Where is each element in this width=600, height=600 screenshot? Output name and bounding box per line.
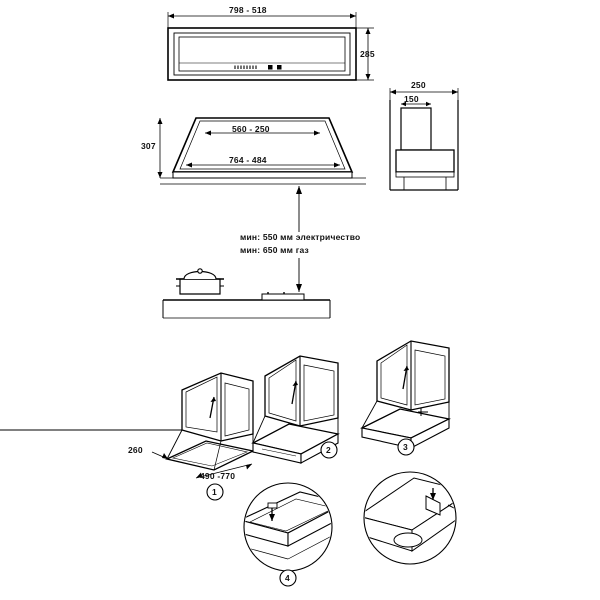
clearance-note-electric: мин: 550 мм электричество: [240, 232, 361, 242]
dimension-side-depth: 250: [411, 80, 426, 90]
dimension-front-bottom-width: 764 - 484: [229, 155, 267, 165]
dimension-cabinet-depth: 260: [128, 445, 143, 455]
dimension-top-width: 798 - 518: [229, 5, 267, 15]
dimension-top-height: 285: [360, 49, 375, 59]
dimension-front-top-width: 560 - 250: [232, 124, 270, 134]
dimension-cabinet-width: 490 -770: [200, 471, 236, 481]
top-view-drawing: [168, 12, 374, 80]
step-marker-1: 1: [212, 487, 217, 497]
detail-left-drawing: [240, 483, 345, 586]
dimension-side-inner: 150: [404, 94, 419, 104]
clearance-note-gas: мин: 650 мм газ: [240, 245, 309, 255]
step-marker-3: 3: [403, 442, 408, 452]
side-view-drawing: [390, 88, 458, 190]
step-3-drawing: [362, 341, 449, 455]
dimension-front-height: 307: [141, 141, 156, 151]
step-marker-4: 4: [285, 573, 290, 583]
step-marker-2: 2: [326, 445, 331, 455]
detail-right-drawing: [358, 472, 470, 564]
